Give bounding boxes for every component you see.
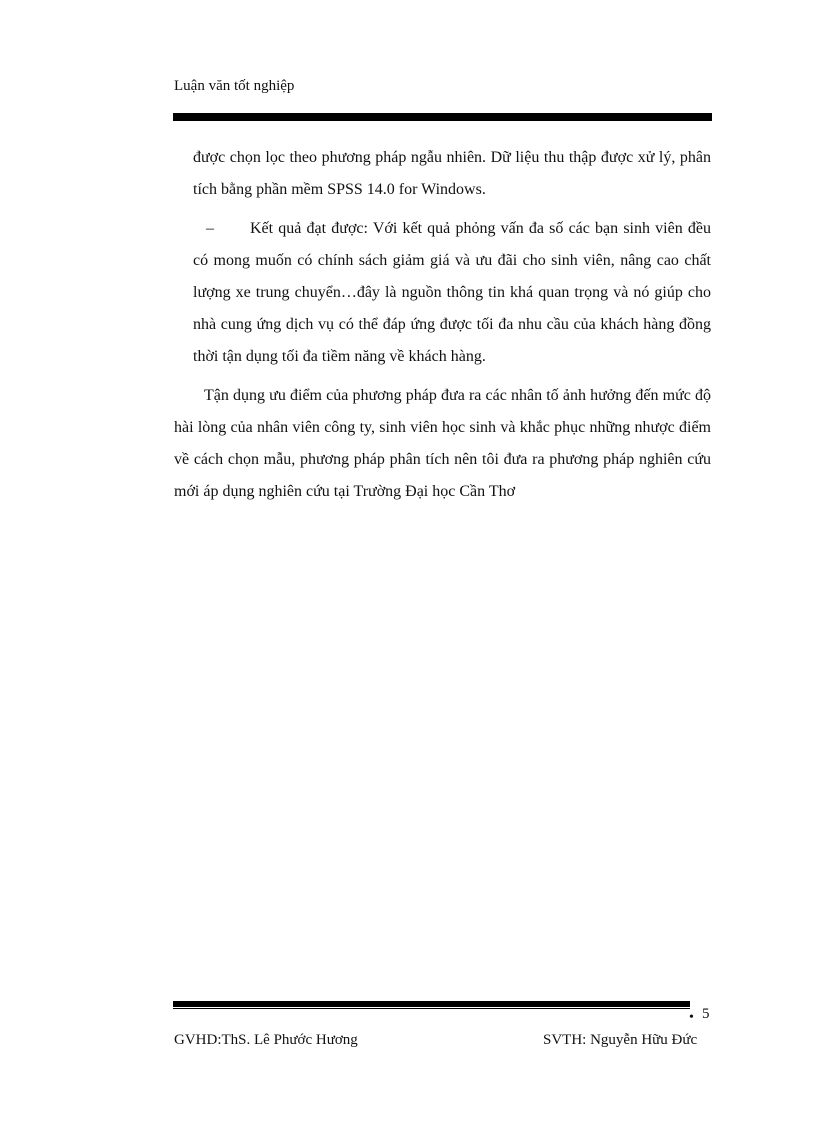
footer-rule: [173, 1001, 690, 1007]
footer-rule-thin: [173, 1008, 690, 1009]
paragraph-2-text: Kết quả đạt được: Với kết quả phỏng vấn đa số các bạn sinh viên đều có mong muốn có chính sách giảm giá và ưu đãi cho sinh viên, nâng cao chất lượng xe trung chuyển…đây là nguồn thông tin khá quan trọng và nó giúp cho nhà cung ứng dịch vụ có thể đáp ứng được tối đa nhu cầu của khách hàng đồng thời tận dụng tối đa tiềm năng về khách hàng.: [193, 220, 711, 365]
footer-student: SVTH: Nguyễn Hữu Đức: [543, 1032, 698, 1048]
footer-advisor: GVHD:ThS. Lê Phước Hương: [174, 1032, 358, 1048]
paragraph-gap: [193, 206, 711, 213]
paragraph-2: [193, 213, 711, 373]
paragraph-gap: [174, 373, 711, 380]
indented-section: [174, 142, 711, 373]
header-title: Luận văn tốt nghiệp: [174, 78, 295, 94]
paragraph-1: được chọn lọc theo phương pháp ngẫu nhiên. Dữ liệu thu thập được xử lý, phân tích bằng phần mềm SPSS 14.0 for Windows.: [193, 149, 711, 198]
dash-marker: –: [206, 220, 214, 237]
page-bullet: •: [689, 1010, 694, 1025]
page-number: 5: [702, 1006, 710, 1022]
page-content: [174, 142, 711, 508]
paragraph-3: Tận dụng ưu điểm của phương pháp đưa ra các nhân tố ảnh hưởng đến mức độ hài lòng của nhân viên công ty, sinh viên học sinh và khắc phục những nhược điểm về cách chọn mẫu, phương pháp phân tích nên tôi đưa ra phương pháp nghiên cứu mới áp dụng nghiên cứu tại Trường Đại học Cần Thơ: [174, 387, 711, 500]
header-rule: [173, 113, 712, 121]
